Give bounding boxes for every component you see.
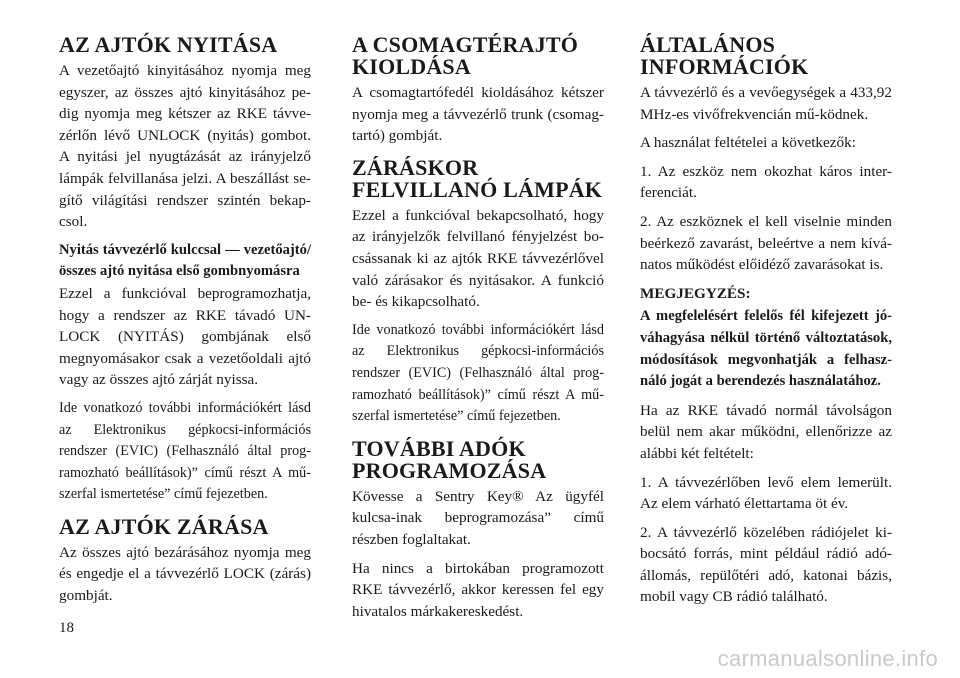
- paragraph: 1. Az eszköz nem okozhat káros inter-ferenciát.: [640, 162, 892, 202]
- paragraph: Ha nincs a birtokában programozott RKE távvezérlő, akkor keressen fel egy hivatalos márkakereskedést.: [352, 559, 604, 620]
- heading-program-transmitters: TOVÁBBI ADÓK PROGRAMOZÁSA: [352, 435, 547, 483]
- paragraph: 1. A távvezérlőben levő elem lemerült. Az elem várható élettartama öt év.: [640, 473, 892, 513]
- paragraph: Ha az RKE távadó normál távolságon belül nem akar működni, ellenőrizze az alábbi két feltételt:: [640, 401, 892, 462]
- paragraph: A vezetőajtó kinyitásához nyomja meg egyszer, az összes ajtó kinyitásához pe-dig nyomja meg kétszer az RKE távve-zérlőn lévő UNLOCK (nyitás) gombot. A nyitási jel nyugtázását az irányjelző lámpák felvillanása jelzi. A beszállást se-gítő világítási rendszer szintén bekap-csol.: [59, 62, 311, 231]
- heading-doors-lock: AZ AJTÓK ZÁRÁSA: [59, 513, 269, 539]
- column-1: [59, 34, 311, 614]
- watermark: carmanualsonline.info: [717, 646, 938, 671]
- note-body: A megfelelésért felelős fél kifejezett jó-váhagyása nélkül történő változtatások, módosítások megvonhatják a felhasz-náló jogát a berendezés használatához.: [640, 308, 892, 390]
- heading-doors-unlock: AZ AJTÓK NYITÁSA: [59, 32, 278, 57]
- heading-trunk-release: A CSOMAGTÉRAJTÓ KIOLDÁSA: [352, 32, 579, 79]
- column-2: [352, 34, 604, 629]
- column-3: [640, 34, 892, 615]
- paragraph-reference: Ide vonatkozó további információkért lásd az Elektronikus gépkocsi-információs rendszer (EVIC) (Felhasználó által prog-ramozható beállítások)” című részt A mű-szerfal ismertetése” című fejezetben.: [352, 321, 604, 425]
- paragraph-reference: Ide vonatkozó további információkért lásd az Elektronikus gépkocsi-információs rendszer (EVIC) (Felhasználó által prog-ramozható beállítások)” című részt A mű-szerfal ismertetése” című fejezetben.: [59, 399, 311, 503]
- subheading-remote-unlock: Nyitás távvezérlő kulccsal — vezetőajtó/összes ajtó nyitása első gombnyomásra: [59, 241, 311, 280]
- paragraph: 2. A távvezérlő közelében rádiójelet ki-bocsátó forrás, mint például rádió adó-állomás, repülőtéri adó, katonai bázis, mobil vagy CB rádió található.: [640, 523, 892, 606]
- heading-flash-lamps: ZÁRÁSKOR FELVILLANÓ LÁMPÁK: [352, 154, 603, 202]
- paragraph: A távvezérlő és a vevőegységek a 433,92 MHz-es vivőfrekvencián mű-ködnek.: [640, 84, 892, 123]
- heading-general-info: ÁLTALÁNOS INFORMÁCIÓK: [640, 32, 809, 79]
- paragraph: A használat feltételei a következők:: [640, 134, 856, 152]
- page-number: 18: [59, 620, 74, 636]
- paragraph: Az összes ajtó bezárásához nyomja meg és engedje el a távvezérlő LOCK (zárás) gombját.: [59, 543, 311, 605]
- paragraph: Ezzel a funkcióval beprogramozhatja, hogy a rendszer az RKE távadó UN-LOCK (NYITÁS) gombjának első megnyomásakor csak a vezetőoldali ajtó vagy az összes ajtó zárját nyissa.: [59, 284, 311, 389]
- paragraph: A csomagtartófedél kioldásához kétszer nyomja meg a távvezérlő trunk (csomag-tartó) gombját.: [352, 84, 604, 145]
- paragraph: Ezzel a funkcióval bekapcsolható, hogy az irányjelzők felvillanó fényjelzést bo-csássanak ki az ajtók RKE távvezérlővel való zárásakor és nyitásakor. A funkció be- és kikapcsolható.: [352, 206, 604, 311]
- note-title: MEGJEGYZÉS:: [640, 284, 751, 302]
- paragraph: 2. Az eszköznek el kell viselnie minden beérkező zavarást, beleértve a nem kívá-natos működést előidéző zavarásokat is.: [640, 212, 892, 274]
- paragraph: Kövesse a Sentry Key® Az ügyfél kulcsa-inak beprogramozása” című részben foglaltakat.: [352, 487, 604, 548]
